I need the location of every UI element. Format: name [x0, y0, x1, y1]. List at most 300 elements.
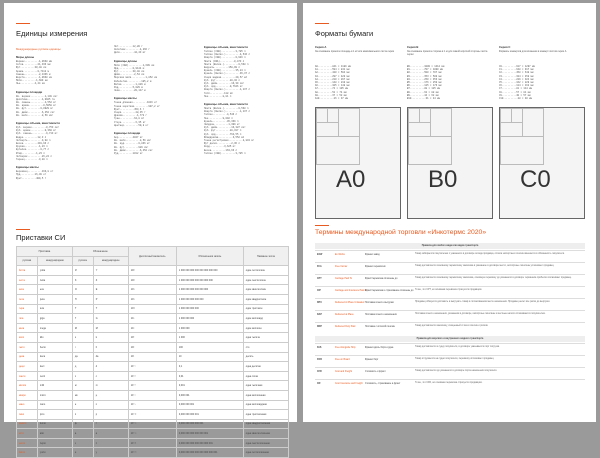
si-cell: 10⁻⁹: [128, 400, 176, 410]
unit-group-heading: Единицы объема, вместимости: [16, 121, 61, 125]
incoterm-en: Carriage Paid To: [335, 278, 353, 280]
unit-line: Гарнец..........3,28 л: [16, 158, 48, 162]
si-cell: yotta: [37, 266, 72, 276]
unit-line: Кв. дюйм..........6,452 см²: [114, 148, 153, 152]
paper-size-line: C2..........458 × 648 мм: [499, 71, 534, 75]
unit-group-lines: [114, 136, 153, 155]
paper-size-line: A3..........297 × 420 мм: [315, 74, 350, 78]
si-cell: centi: [37, 371, 72, 381]
paper-size-list: [499, 65, 535, 100]
incoterm-desc: Товар доставляется к судну покупателя, в договоре указывается порт погрузки.: [415, 346, 500, 348]
incoterm-desc: То же, что CFR, но основная перевозка страхуется продавцом.: [415, 382, 483, 384]
unit-line: Кварта (Велик.)..........1,137 л: [204, 88, 250, 92]
unit-group-lines: [114, 101, 160, 127]
paper-format-letter: B0: [428, 166, 458, 193]
si-cell: 0,000 000 000 000 001: [176, 419, 243, 429]
paper-subformat: [316, 108, 328, 123]
unit-line: Гилл..........118 мл: [204, 91, 233, 95]
incoterms-table: [315, 243, 585, 418]
paper-subformat: [408, 108, 420, 123]
si-cell: f: [93, 419, 128, 429]
units-subtitle: Международные русские единицы: [16, 47, 61, 51]
unit-line: Куб. дюйм..........16,39 см³: [204, 82, 245, 86]
unit-line: Унция жидкая..........29,57 мл: [204, 75, 248, 79]
table-row: [17, 294, 289, 304]
unit-line: Ведро..........12,3 л: [16, 135, 47, 139]
paper-size-list: [407, 65, 444, 100]
accent-rule: [315, 225, 329, 226]
si-cell: десять: [243, 352, 288, 362]
unit-group-lines: [204, 107, 254, 155]
si-cell: zetta: [37, 275, 72, 285]
si-cell: 1 000 000 000 000 000 000 000: [176, 275, 243, 285]
incoterm-code: DPU: [317, 302, 322, 304]
unit-line: Галлон (США)..........3,785 л: [204, 50, 246, 53]
unit-line: Куб. дюйм..........16,387 см³: [204, 126, 246, 130]
incoterm-ru: Франко завод: [365, 254, 380, 256]
si-cell: kilo: [37, 333, 72, 343]
unit-line: Бушель..........36,369 л: [204, 119, 239, 123]
table-row: [17, 304, 289, 314]
si-cell: один квинтиллион: [243, 285, 288, 295]
incoterm-ru: Фрахт/перевозка оплачены до: [365, 278, 398, 280]
si-cell: tera: [37, 304, 72, 314]
table-row: [17, 371, 289, 381]
unit-line: Куб. фут..........28,32 л: [204, 78, 240, 82]
si-cell: Г: [72, 314, 93, 324]
unit-line: Кв. аршин..........0,5058 м²: [16, 104, 57, 108]
si-header-multiplier: Десятичный множитель: [128, 247, 176, 266]
paper-size-line: B1..........707 × 1000 мм: [407, 68, 443, 72]
si-cell: йотта: [17, 266, 38, 276]
unit-line: Миля..........1,609 км: [16, 79, 48, 83]
unit-line: Корд..........3,625 м³: [204, 145, 236, 149]
unit-line: Десятина..........1,0925 га: [16, 97, 55, 101]
table-row: [17, 410, 289, 420]
unit-line: Флюидрахма..........3,552 мл: [204, 135, 245, 139]
unit-line: Чейн..........20,117 м: [114, 89, 146, 93]
unit-line: Фут..........30,48 см: [16, 66, 47, 70]
si-cell: одна сотая: [243, 371, 288, 381]
paper-format-letter: A0: [336, 166, 366, 193]
si-cell: 10²: [128, 342, 176, 352]
paper-size-line: A8..........52 × 74 мм: [315, 90, 347, 94]
unit-line: Кабельтов..........185,2 м: [114, 79, 152, 83]
accent-rule: [315, 23, 329, 24]
incoterm-code: FAS: [317, 347, 322, 349]
si-cell: µ: [93, 390, 128, 400]
unit-line: Род..........5,029 м: [114, 86, 143, 90]
incoterm-desc: Товар забирается покупателем с указанного в договоре склада продавца, оплата экспортных пошлин вменяется в обязанность покупателя.: [415, 253, 565, 255]
si-cell: одна миллионная: [243, 390, 288, 400]
si-cell: 10³: [128, 333, 176, 343]
incoterm-en: Delivered At Place Unloaded: [335, 302, 365, 304]
paper-size-line: B8..........62 × 88 мм: [407, 90, 439, 94]
unit-line: Миля (США)..........1,609 км: [114, 63, 155, 67]
incoterm-en: Cost Insurance and Freight: [335, 383, 363, 385]
si-cell: одна тысяча: [243, 333, 288, 343]
si-cell: milli: [37, 381, 72, 391]
unit-line: Золотник..........4,266 г: [114, 48, 150, 52]
unit-line: Кв. ярд..........0,836 м²: [114, 142, 150, 146]
si-cell: один триллион: [243, 304, 288, 314]
incoterm-desc: Поставка в месте назначения, указанном в договоре, импортные пошлины и местные налоги оплачиваются покупателем.: [415, 313, 546, 315]
si-cell: deca: [37, 352, 72, 362]
si-cell: П: [72, 294, 93, 304]
unit-group-lines: [204, 50, 250, 98]
si-cell: Y: [93, 266, 128, 276]
unit-line: Штоф..........1,23 л: [16, 151, 45, 155]
incoterm-ru: Стоимость, страхование и фрахт: [365, 383, 401, 385]
si-cell: atto: [37, 429, 72, 439]
si-cell: и: [72, 448, 93, 458]
unit-line: Берковец..........163,8 кг: [16, 170, 54, 174]
si-cell: д: [72, 362, 93, 372]
si-cell: Z: [93, 275, 128, 285]
unit-line: Дюйм..........2,54 см: [114, 73, 145, 77]
si-cell: peta: [37, 294, 72, 304]
paper-title: Форматы бумаги: [315, 29, 374, 38]
si-cell: одна десятая: [243, 362, 288, 372]
table-row: [17, 275, 289, 285]
paper-size-line: A9..........37 × 52 мм: [315, 93, 347, 97]
unit-line: Куб. ярд..........0,7646 м³: [204, 85, 243, 89]
incoterm-desc: Товар доставляется основному перевозчику заказчика, основную перевозку до указанного в договоре терминала прибытия оплачивает продавец.: [415, 277, 572, 279]
paper-size-line: C8..........57 × 81 мм: [499, 90, 531, 94]
table-row: [17, 419, 289, 429]
incoterm-code: FCA: [317, 266, 322, 268]
si-cell: 10⁻¹²: [128, 410, 176, 420]
si-cell: один миллиард: [243, 314, 288, 324]
unit-line: Пек..........8,81 л: [204, 94, 232, 98]
si-header-number-name: Название числа: [243, 247, 288, 266]
unit-line: Кружка..........1,23 л: [16, 145, 48, 149]
incoterm-en: Ex Works: [335, 254, 345, 256]
unit-line: Стоун..........6,35 кг: [114, 120, 146, 124]
si-cell: 0,01: [176, 371, 243, 381]
incoterm-code: EXW: [317, 254, 323, 256]
si-cell: милли: [17, 381, 38, 391]
si-cell: одна тысячная: [243, 381, 288, 391]
paper-size-line: C9..........40 × 57 мм: [499, 93, 531, 97]
si-header-symbol: Обозначение: [72, 247, 128, 257]
si-cell: 0,000 000 000 001: [176, 410, 243, 420]
unit-line: Пинта (США)..........0,473 л: [204, 59, 245, 63]
si-cell: 0,001: [176, 381, 243, 391]
paper-format-diagram: [315, 107, 401, 219]
si-cell: 1 000 000 000 000 000: [176, 294, 243, 304]
paper-size-line: A1..........594 × 841 мм: [315, 68, 350, 72]
si-cell: giga: [37, 314, 72, 324]
paper-size-line: A4..........210 × 297 мм: [315, 77, 350, 81]
si-cell: k: [93, 333, 128, 343]
paper-size-line: A6..........105 × 148 мм: [315, 84, 350, 88]
unit-line: Галлон (США)..........3,785 л: [204, 151, 246, 155]
si-cell: a: [93, 429, 128, 439]
si-cell: Э: [72, 285, 93, 295]
unit-line: Руд..........1012 м²: [114, 152, 143, 156]
si-cell: 0,000 000 000 000 000 000 000 001: [176, 448, 243, 458]
paper-size-line: B10..........31 × 44 мм: [407, 97, 440, 101]
si-cell: зетта: [17, 275, 38, 285]
incoterm-desc: Товар отгружается на судно покупателя, перевалку оплачивает продавец.: [415, 358, 495, 360]
incoterm-en: Free Alongside Ship: [335, 347, 356, 349]
incoterm-desc: Товар доставляется заказчику, очищенный от всех пошлин и рисков.: [415, 325, 489, 327]
si-cell: 1 000 000 000 000 000 000: [176, 285, 243, 295]
unit-line: Фунт..........409,5 г: [16, 176, 47, 180]
si-cell: deci: [37, 362, 72, 372]
unit-group-heading: Единицы длины: [114, 58, 138, 63]
incoterm-code: DDP: [317, 326, 322, 328]
incoterm-desc: Товар доставляется до указанного в договоре порта назначения покупателя.: [415, 370, 498, 372]
si-cell: пета: [17, 294, 38, 304]
unit-line: Кв. сажень..........4,552 м²: [16, 101, 57, 104]
si-cell: один секстиллион: [243, 275, 288, 285]
si-subheader: международная: [37, 256, 72, 266]
unit-group-lines: [114, 45, 150, 55]
si-cell: hecto: [37, 342, 72, 352]
unit-line: Куб. фут..........28,317 л: [204, 129, 242, 133]
si-cell: nano: [37, 400, 72, 410]
si-cell: Т: [72, 304, 93, 314]
si-cell: деци: [17, 362, 38, 372]
unit-line: Кв. миля..........2,59 км²: [114, 139, 152, 143]
unit-group-heading: Единицы объема, вместимости: [204, 45, 249, 49]
si-cell: y: [93, 448, 128, 458]
unit-line: Акр..........4047 м²: [114, 136, 143, 139]
si-cell: mega: [37, 323, 72, 333]
si-cell: m: [93, 381, 128, 391]
paper-series-name: Серия B: [407, 45, 419, 49]
paper-size-line: B0..........1000 × 1414 мм: [407, 65, 445, 68]
si-cell: один миллион: [243, 323, 288, 333]
si-header-notation: Обозначения запись: [176, 247, 243, 266]
unit-line: Драхма..........1,772 г: [114, 114, 147, 118]
unit-line: Пинта (Велик.)..........0,568 л: [204, 62, 249, 66]
paper-size-line: B7..........88 × 125 мм: [407, 87, 440, 91]
paper-format-diagram: [407, 107, 493, 219]
table-row: [17, 429, 289, 439]
table-row: [315, 322, 585, 335]
si-cell: 10⁻⁶: [128, 390, 176, 400]
unit-line: Кв. фут..........929 см²: [114, 145, 149, 149]
si-cell: 10²⁴: [128, 266, 176, 276]
si-cell: экса: [17, 285, 38, 295]
accent-rule: [16, 229, 30, 230]
si-cell: 1 000 000 000 000 000 000 000 000: [176, 266, 243, 276]
paper-size-line: B6..........125 × 176 мм: [407, 84, 442, 88]
si-cell: zepto: [37, 438, 72, 448]
si-cell: d: [93, 362, 128, 372]
incoterm-ru: Франко вдоль борта судна: [365, 347, 394, 349]
si-cell: 10⁻¹⁵: [128, 419, 176, 429]
incoterm-code: CFR: [317, 371, 322, 373]
unit-line: Фунт..........453,6 г: [114, 107, 145, 111]
si-cell: 0,000 000 001: [176, 400, 243, 410]
left-page: [4, 3, 297, 455]
si-cell: 10⁹: [128, 314, 176, 324]
incoterm-code: FOB: [317, 359, 322, 361]
paper-size-list: [315, 65, 351, 100]
table-row: [17, 400, 289, 410]
si-cell: 10⁻¹⁸: [128, 429, 176, 439]
si-cell: n: [93, 400, 128, 410]
paper-series-description: Форматы конвертов для вложения в конверт листов серии A: [499, 50, 567, 53]
unit-line: Кв. фут..........0,0929 м²: [16, 107, 54, 111]
paper-size-line: C0..........917 × 1297 мм: [499, 65, 535, 68]
incoterm-desc: Продавец обязуется доставить и выгрузить товар в согласованном месте назначения. Продавец несет все риски до выгрузки.: [415, 301, 551, 303]
unit-line: Вершок..........1,0668 мм: [16, 60, 52, 63]
si-cell: 10¹²: [128, 304, 176, 314]
unit-line: Куб. аршин..........0,360 м³: [16, 129, 57, 133]
si-cell: 10¹⁸: [128, 285, 176, 295]
paper-size-line: B9..........44 × 62 мм: [407, 93, 439, 97]
si-cell: сто: [243, 342, 288, 352]
paper-size-line: C7..........81 × 114 мм: [499, 87, 532, 91]
si-cell: 10⁻²⁴: [128, 448, 176, 458]
incoterm-desc: Товар доставляется основному перевозчику заказчика в указанное в договоре место, экспортные пошлины уплачивает продавец.: [415, 265, 555, 267]
paper-size-line: C1..........648 × 917 мм: [499, 68, 534, 72]
unit-line: Пек..........9,092 л: [204, 116, 233, 120]
incoterm-ru: Поставка в месте назначения: [365, 314, 397, 316]
unit-line: Тонна короткая..........907,2 кг: [114, 104, 160, 108]
table-row: [17, 323, 289, 333]
unit-group-lines: [16, 170, 53, 180]
incoterm-ru: Франко борт: [365, 359, 379, 361]
unit-line: Бушель (США)..........35,24 л: [204, 69, 246, 73]
unit-line: Кварта (США)..........0,946 л: [204, 56, 246, 60]
unit-line: Четверик..........26,24 л: [16, 154, 52, 158]
si-cell: 10²¹: [128, 275, 176, 285]
si-cell: дека: [17, 352, 38, 362]
unit-line: Куб. сажень..........9,713 м³: [16, 132, 58, 136]
unit-line: Бушель (Велик.)..........36,37 л: [204, 72, 250, 76]
unit-line: Верста..........1,0668 км: [16, 76, 52, 80]
si-cell: микро: [17, 390, 38, 400]
si-cell: p: [93, 410, 128, 420]
si-cell: ф: [72, 419, 93, 429]
si-cell: одна квинтиллионная: [243, 429, 288, 439]
unit-group-heading: Меры длины: [16, 55, 35, 59]
unit-line: Лот..........12,80 г: [114, 45, 143, 48]
si-cell: гекто: [17, 342, 38, 352]
si-cell: 10¹⁵: [128, 294, 176, 304]
paper-size-line: C5..........162 × 229 мм: [499, 81, 534, 85]
si-cell: с: [72, 371, 93, 381]
paper-size-line: A0..........841 × 1189 мм: [315, 65, 351, 68]
si-cell: 100: [176, 342, 243, 352]
unit-line: Галлон (Велик.)..........4,546 л: [204, 53, 250, 57]
paper-series-description: За основание принята площадь в 1 м² или максимального листа серии: [315, 50, 395, 53]
paper-series-description: За основание принята сторона в 1 м для самой короткой стороны листа серии: [407, 50, 488, 57]
table-row: [17, 448, 289, 458]
unit-group-lines: [114, 64, 157, 93]
si-cell: г: [72, 342, 93, 352]
table-row: [17, 266, 289, 276]
unit-line: Гран..........64,8 мг: [114, 117, 145, 121]
si-cell: 1 000: [176, 333, 243, 343]
unit-line: Куб. ярд..........764,55 л: [204, 132, 242, 136]
si-cell: одна септиллионная: [243, 448, 288, 458]
si-cell: к: [72, 333, 93, 343]
si-cell: 10: [176, 352, 243, 362]
si-cell: 10⁻²¹: [128, 438, 176, 448]
unit-line: Фут доски..........2,36 л: [204, 142, 240, 146]
si-cell: один квадриллион: [243, 294, 288, 304]
incoterm-en: Delivered Duty Paid: [335, 326, 356, 328]
unit-line: Пинта (Велик.)..........0,568 л: [204, 107, 249, 110]
si-cell: мк: [72, 390, 93, 400]
incoterm-en: Cost and Freight: [335, 371, 352, 373]
paper-size-line: C6..........114 × 162 мм: [499, 84, 534, 88]
si-cell: з: [72, 438, 93, 448]
table-row: [17, 352, 289, 362]
si-cell: 0,1: [176, 362, 243, 372]
si-cell: санти: [17, 371, 38, 381]
si-cell: мега: [17, 323, 38, 333]
si-cell: йокто: [17, 448, 38, 458]
incoterm-code: DAP: [317, 314, 322, 316]
unit-group-heading: Единицы массы: [16, 165, 39, 170]
si-cell: м: [72, 381, 93, 391]
incoterm-en: Free Carrier: [335, 266, 348, 268]
table-row: [17, 342, 289, 352]
si-cell: 10⁻³: [128, 381, 176, 391]
unit-line: Аршин..........0,7112 м: [16, 69, 49, 73]
si-title: Приставки СИ: [16, 233, 66, 242]
unit-line: Доля..........44,43 мг: [114, 51, 146, 55]
si-cell: 10¹: [128, 352, 176, 362]
accent-rule: [16, 23, 30, 24]
unit-group-heading: Единицы площади: [16, 89, 43, 94]
si-cell: exa: [37, 285, 72, 295]
si-cell: femto: [37, 419, 72, 429]
si-cell: 1 000 000 000: [176, 314, 243, 324]
si-cell: одна квадриллионная: [243, 419, 288, 429]
unit-line: Галлон..........4,546 л: [204, 113, 237, 117]
paper-size-line: A5..........148 × 210 мм: [315, 81, 350, 85]
si-cell: G: [93, 314, 128, 324]
si-cell: T: [93, 304, 128, 314]
unit-group-heading: Единицы площади: [114, 131, 141, 135]
table-row: [17, 381, 289, 391]
table-row: [17, 333, 289, 343]
si-cell: 1 000 000 000 000: [176, 304, 243, 314]
si-cell: фемто: [17, 419, 38, 429]
si-cell: 10⁶: [128, 323, 176, 333]
incoterm-ru: Стоимость и фрахт: [365, 371, 386, 373]
incoterm-en: Carriage and Insurance Paid to: [335, 290, 367, 292]
table-row: [315, 379, 585, 392]
unit-line: Чалдрон..........1,309 м³: [204, 123, 240, 127]
right-page: [303, 3, 596, 422]
unit-line: Пуд..........16,38 кг: [16, 173, 47, 177]
unit-line: Бочка..........163,66 л: [204, 148, 237, 152]
si-cell: гига: [17, 314, 38, 324]
unit-line: Фатом..........1,829 м: [114, 82, 146, 86]
units-title: Единицы измерения: [16, 29, 88, 38]
unit-group-lines: [16, 126, 59, 161]
unit-line: Унция..........28,35 г: [114, 111, 146, 114]
incoterm-code: CIF: [317, 383, 321, 385]
paper-size-line: C4..........229 × 324 мм: [499, 77, 534, 81]
incoterms-title: Термины международной торговли «Инкотермс 2020»: [315, 229, 487, 236]
paper-format-letter: C0: [520, 166, 551, 193]
si-cell: 10⁻¹: [128, 362, 176, 372]
unit-group-lines: [16, 60, 52, 86]
si-cell: M: [93, 323, 128, 333]
paper-format-diagram: [499, 107, 585, 219]
